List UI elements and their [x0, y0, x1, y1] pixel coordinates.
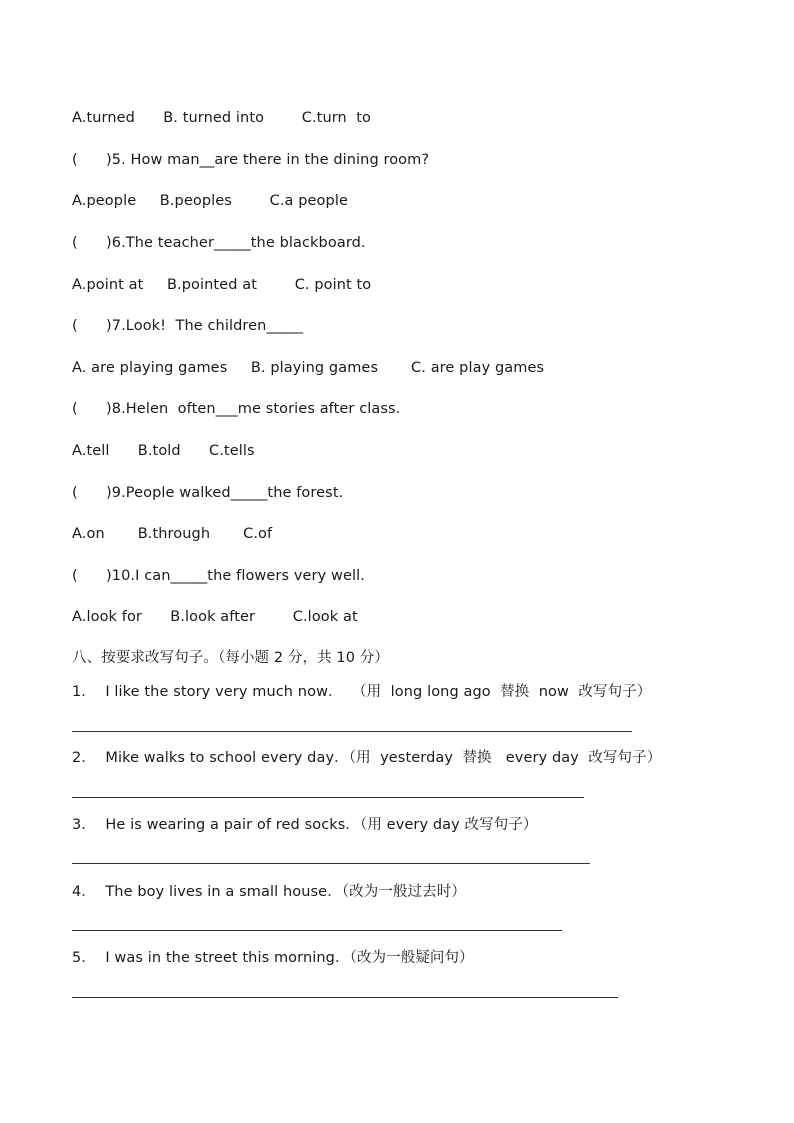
answer-line-5[interactable] — [72, 997, 618, 998]
section-8-heading: 八、按要求改写句子。（每小题 2 分，共 10 分） — [72, 650, 389, 666]
rewrite-item-5: 5． I was in the street this morning．（改为一般疑问句） — [72, 950, 474, 966]
q9-options: A.on B.through C.of — [72, 526, 273, 542]
answer-line-3[interactable] — [72, 863, 590, 864]
rewrite-item-4: 4． The boy lives in a small house．（改为一般过去时） — [72, 884, 466, 900]
rewrite-item-3: 3． He is wearing a pair of red socks．（用 every day 改写句子） — [72, 817, 538, 833]
q5-stem: ( )5. How man__are there in the dining room? — [72, 152, 430, 168]
answer-line-1[interactable] — [72, 731, 632, 732]
q6-stem: ( )6.The teacher_____the blackboard. — [72, 235, 366, 251]
q10-stem: ( )10.I can_____the flowers very well. — [72, 568, 365, 584]
q6-options: A.point at B.pointed at C. point to — [72, 277, 372, 293]
q8-options: A.tell B.told C.tells — [72, 443, 255, 459]
q9-stem: ( )9.People walked_____the forest. — [72, 485, 344, 501]
q8-stem: ( )8.Helen often___me stories after class. — [72, 401, 401, 417]
q7-options: A. are playing games B. playing games C. are play games — [72, 360, 545, 376]
q10-options: A.look for B.look after C.look at — [72, 609, 358, 625]
rewrite-item-2: 2． Mike walks to school every day．（用 yesterday 替换 every day 改写句子） — [72, 750, 662, 766]
q7-stem: ( )7.Look! The children_____ — [72, 318, 304, 334]
answer-line-2[interactable] — [72, 797, 584, 798]
q5-options: A.people B.peoples C.a people — [72, 193, 348, 209]
answer-line-4[interactable] — [72, 930, 562, 931]
q4-options: A.turned B. turned into C.turn to — [72, 110, 372, 126]
rewrite-item-1: 1． I like the story very much now． （用 long long ago 替换 now 改写句子） — [72, 684, 652, 700]
